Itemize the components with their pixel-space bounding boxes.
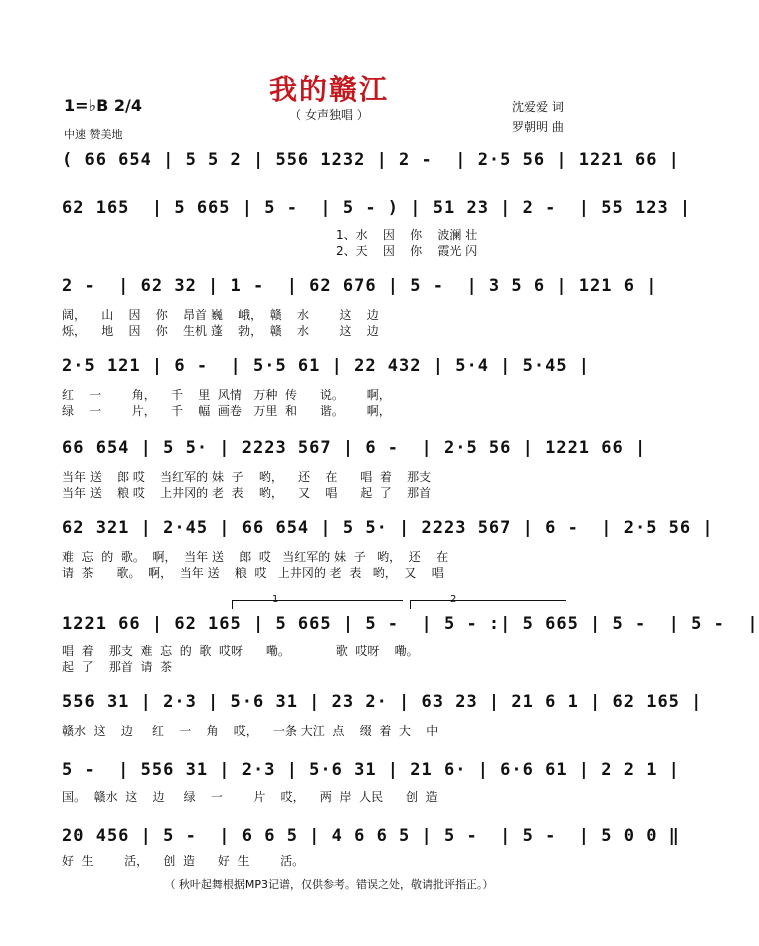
volta-bracket-first <box>232 600 403 609</box>
volta-number-second: 2 <box>450 594 457 605</box>
jianpu-notes: 20 456 | 5 - | 6 6 5 | 4 6 6 5 | 5 - | 5 - | 5 0 0 ‖ <box>62 826 680 846</box>
lyric-line: 当年 送 郎 哎 当红军的 妹 子 哟， 还 在 唱 着 那支 <box>62 470 432 484</box>
volta-number-first: 1 <box>272 594 279 605</box>
transcription-note: （ 秋叶起舞根据MP3记谱，仅供参考。错误之处，敬请批评指正。） <box>164 878 494 891</box>
score-line <box>62 692 703 720</box>
score-line <box>62 518 714 546</box>
jianpu-notes: 5 - | 556 31 | 2·3 | 5·6 31 | 21 6· | 6·6 61 | 2 2 1 | <box>62 760 680 780</box>
song-subtitle: （ 女声独唱 ） <box>289 108 369 122</box>
jianpu-notes: 66 654 | 5 5· | 2223 567 | 6 - | 2·5 56 | 1221 66 | <box>62 438 647 458</box>
song-title: 我的赣江 <box>268 73 389 106</box>
jianpu-notes: 62 321 | 2·45 | 66 654 | 5 5· | 2223 567 | 6 - | 2·5 56 | <box>62 518 714 538</box>
composer-credit: 罗朝明 曲 <box>512 120 564 134</box>
lyricist-credit: 沈爱爱 词 <box>512 100 564 114</box>
lyric-line: 2、天 因 你 霞光 闪 <box>336 244 478 258</box>
lyric-line: 绿 一 片， 千 幅 画卷 万里 和 谐。 啊， <box>62 404 391 418</box>
lyric-line: 起 了 那首 请 茶 <box>62 660 173 674</box>
lyric-line: 国。 赣水 这 边 绿 一 片 哎， 两 岸 人民 创 造 <box>62 790 438 804</box>
jianpu-notes: 2·5 121 | 6 - | 5·5 61 | 22 432 | 5·4 | 5·45 | <box>62 356 591 376</box>
lyric-line: 红 一 角， 千 里 风情 万种 传 说。 啊， <box>62 388 391 402</box>
score-line <box>62 356 591 384</box>
volta-bracket-second <box>410 600 566 609</box>
lyric-line: 当年 送 粮 哎 上井冈的 老 表 哟， 又 唱 起 了 那首 <box>62 486 432 500</box>
lyric-line: 阔， 山 因 你 昂首 巍 峨， 赣 水 这 边 <box>62 308 379 322</box>
jianpu-notes: 1221 66 | 62 165 | 5 665 | 5 - | 5 - :| 5 665 | 5 - | 5 - | <box>62 614 759 634</box>
lyric-line: 1、水 因 你 波澜 壮 <box>336 228 478 242</box>
score-line <box>62 198 692 226</box>
score-line <box>62 826 680 854</box>
lyric-line: 唱 着 那支 难 忘 的 歌 哎呀 嘞。 歌 哎呀 嘞。 <box>62 644 419 658</box>
tempo-marking: 中速 赞美地 <box>64 128 123 141</box>
score-line <box>62 438 647 466</box>
lyric-line: 难 忘 的 歌。 啊， 当年 送 郎 哎 当红军的 妹 子 哟， 还 在 <box>62 550 449 564</box>
score-line <box>62 760 680 788</box>
score-line <box>62 150 680 178</box>
jianpu-notes: 2 - | 62 32 | 1 - | 62 676 | 5 - | 3 5 6 | 121 6 | <box>62 276 658 296</box>
score-line <box>62 276 658 304</box>
key-signature: 1=♭B 2/4 <box>64 96 142 115</box>
lyric-line: 好 生 活， 创 造 好 生 活。 <box>62 854 305 868</box>
jianpu-notes: ( 66 654 | 5 5 2 | 556 1232 | 2 - | 2·5 56 | 1221 66 | <box>62 150 680 170</box>
score-line <box>62 614 759 642</box>
jianpu-notes: 62 165 | 5 665 | 5 - | 5 - ) | 51 23 | 2 - | 55 123 | <box>62 198 692 218</box>
lyric-line: 烁， 地 因 你 生机 蓬 勃， 赣 水 这 边 <box>62 324 379 338</box>
lyric-line: 赣水 这 边 红 一 角 哎， 一条 大江 点 缀 着 大 中 <box>62 724 439 738</box>
jianpu-notes: 556 31 | 2·3 | 5·6 31 | 23 2· | 63 23 | 21 6 1 | 62 165 | <box>62 692 703 712</box>
lyric-line: 请 茶 歌。 啊， 当年 送 粮 哎 上井冈的 老 表 哟， 又 唱 <box>62 566 444 580</box>
